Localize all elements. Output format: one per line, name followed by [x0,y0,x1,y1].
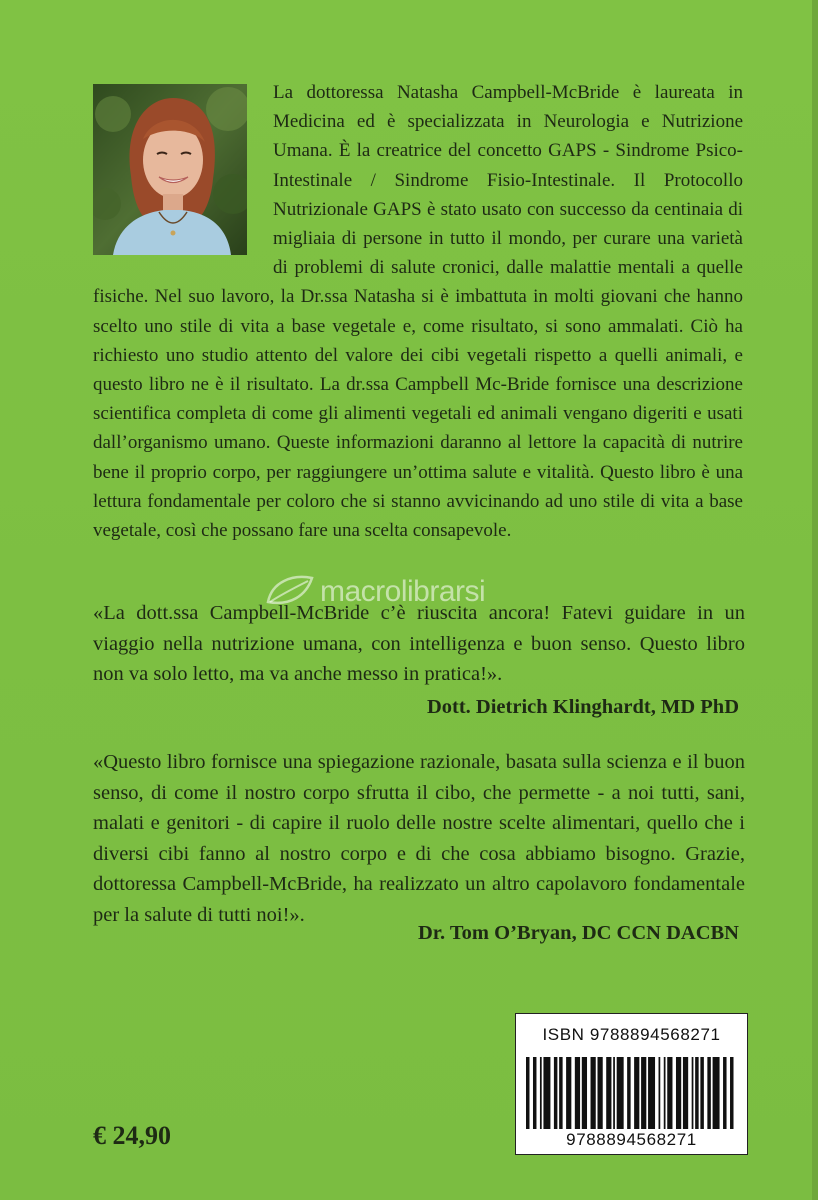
isbn-label: ISBN 9788894568271 [542,1025,721,1044]
barcode-bar [627,1057,630,1129]
barcode-bar [664,1057,666,1129]
barcode-bar [730,1057,733,1129]
biography-text: La dottoressa Natasha Campbell-McBride è laureata in Medicina ed è specializzata in Neurologia e Nutrizione Umana. È la creatrice del concetto GAPS - Sindrome Psico-Intestinale / Sindrome Fisio-Intestinale. Il Protocollo Nutrizionale GAPS è stato usato con successo da centinaia di migliaia di persone in tutto il mondo, per curare una varietà di problemi di salute cronici, dalle malattie mentali a quelle fisiche. Nel suo lavoro, la Dr.ssa Natasha si è imbattuta in molti giovani che hanno scelto uno stile di vita a base vegetale e, come risultato, si sono ammalati. Ciò ha richiesto uno studio attento del valore dei cibi vegetali rispetto a quelli animali, e questo libro ne è il risultato. La dr.ssa Campbell Mc-Bride fornisce una descrizione scientifica completa di come gli alimenti vegetali ed animali vengano digeriti e usati dall’organismo umano. Queste informazioni daranno al lettore la capacità di nutrire bene il proprio corpo, per raggiungere un’ottima salute e vitalità. Questo libro è una lettura fondamentale per coloro che si stanno avvicinando ad uno stile di vita a base vegetale, così che possano fare una scelta consapevole. [93,82,743,542]
barcode-bar [591,1057,596,1129]
barcode-bar [723,1057,726,1129]
testimonial-author-2: Dr. Tom O’Bryan, DC CCN DACBN [417,922,739,944]
barcode-bar [559,1057,562,1129]
barcode-bar [533,1057,536,1129]
barcode-bar [692,1057,694,1129]
barcode-bar [606,1057,611,1129]
barcode-bar [634,1057,639,1129]
barcode-bar [683,1057,688,1129]
barcode-bar [700,1057,703,1129]
barcode-bar [667,1057,672,1129]
barcode-bar [613,1057,615,1129]
barcode-bar [575,1057,580,1129]
barcode-bar [659,1057,661,1129]
barcode-bar [554,1057,557,1129]
barcode-bar [707,1057,710,1129]
barcode-bar [695,1057,698,1129]
barcode-bar [582,1057,587,1129]
barcode-bar [543,1057,550,1129]
watermark-text: macrolibrarsi [320,575,486,608]
price-label: € 24,90 [93,1121,171,1150]
testimonial-author-1: Dott. Dietrich Klinghardt, MD PhD [426,696,739,718]
barcode-bars [524,1057,739,1129]
isbn-barcode [515,1013,748,1155]
barcode-bar [713,1057,720,1129]
photo-spacer [93,78,273,254]
isbn-digits: 9788894568271 [566,1130,697,1149]
barcode-bar [540,1057,542,1129]
barcode-bar [641,1057,646,1129]
barcode-bar [676,1057,681,1129]
barcode-bar [526,1057,529,1129]
barcode-bar [598,1057,603,1129]
barcode-bar [617,1057,624,1129]
author-biography [93,78,743,545]
barcode-bar [566,1057,571,1129]
barcode-bar [648,1057,655,1129]
testimonial-quote-1: «La dott.ssa Campbell-McBride c’è riuscita ancora! Fatevi guidare in un viaggio nella nutrizione umana, con intelligenza e buon senso. Questo libro non va solo letto, ma va anche messo in pratica!». [93,602,745,685]
testimonial-quote-2: «Questo libro fornisce una spiegazione razionale, basata sulla scienza e il buon senso, di come il nostro corpo sfrutta il cibo, che permette - a noi tutti, sani, malati e genitori - di capire il ruolo delle nostre scelte alimentari, quello che i diversi cibi fanno al nostro corpo e di che cosa abbiamo bisogno. Grazie, dottoressa Campbell-McBride, ha realizzato un altro capolavoro fondamentale per la salute di tutti noi!». [93,751,745,926]
